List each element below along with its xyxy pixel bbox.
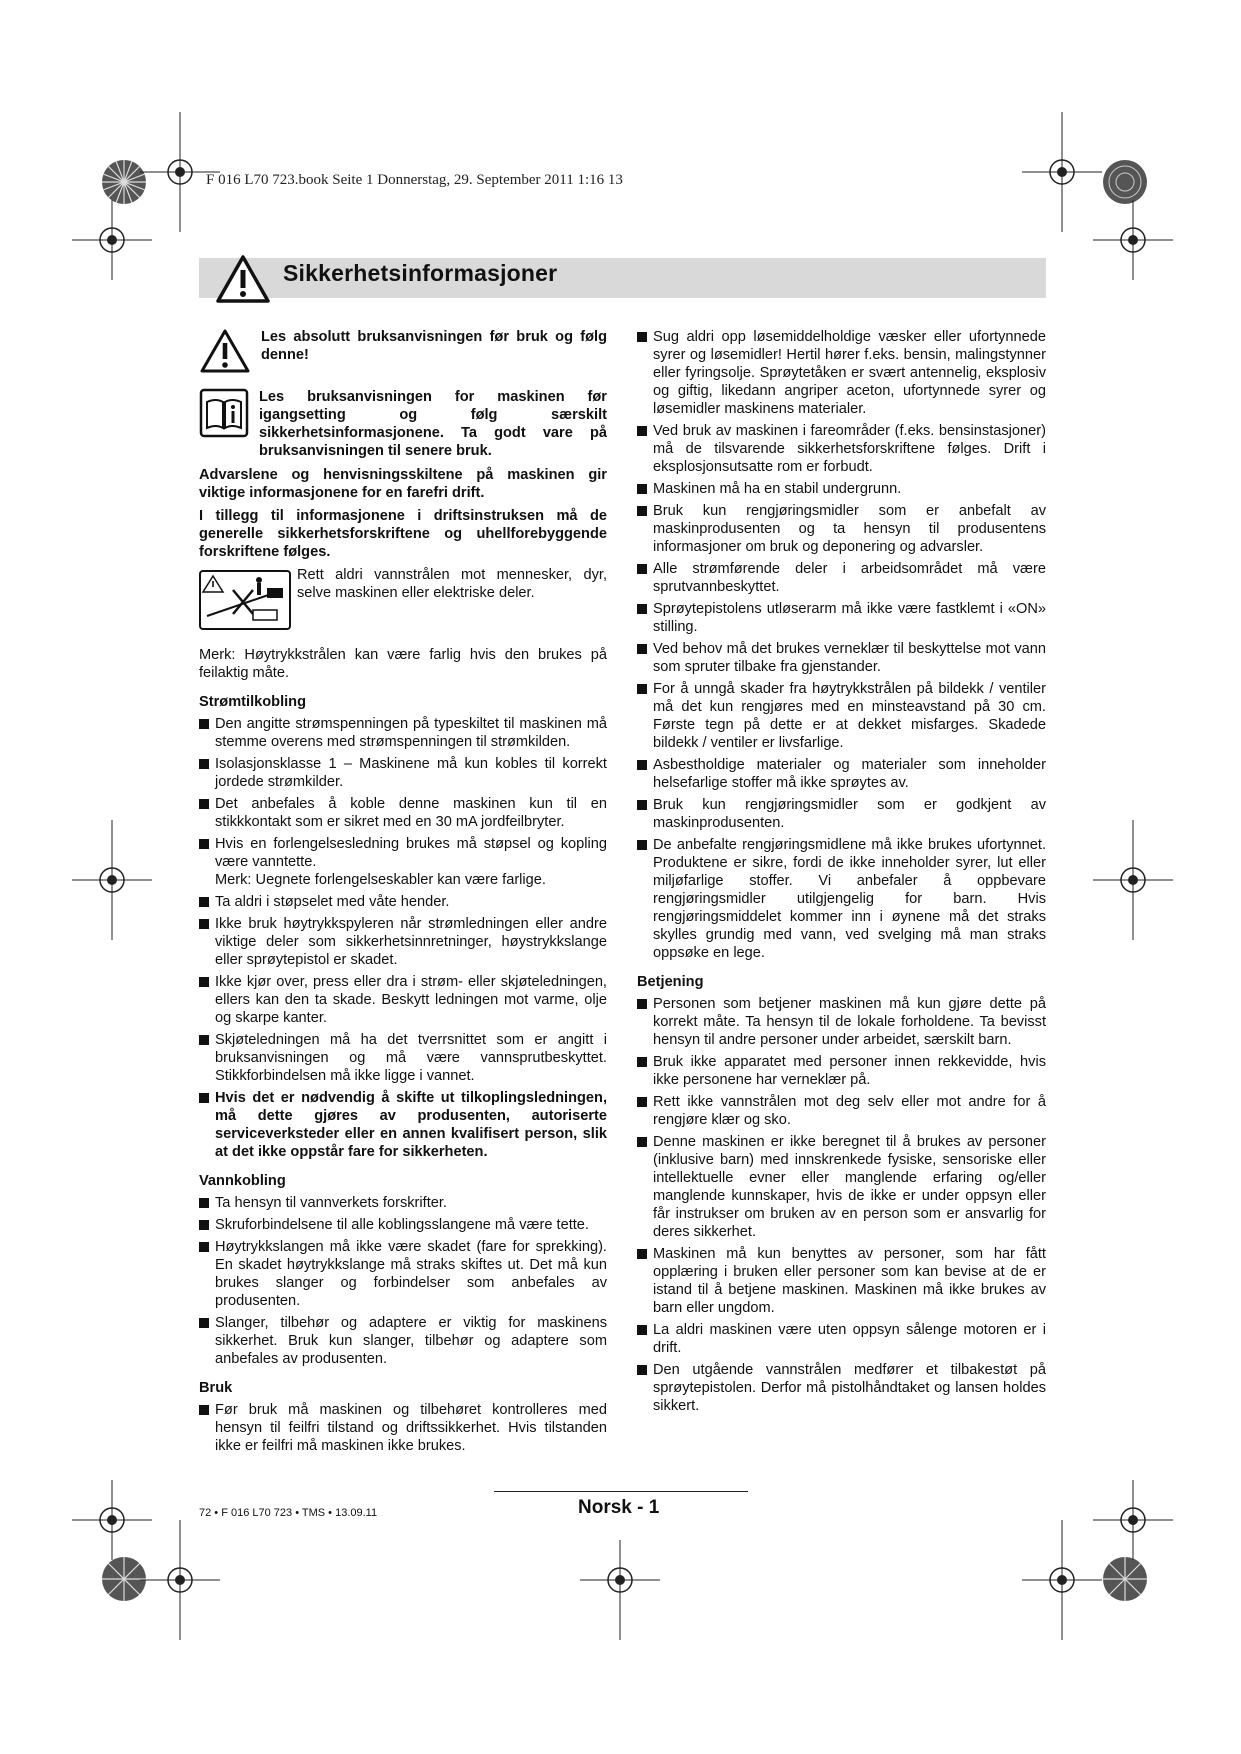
manual-note	[199, 388, 607, 460]
print-info: F 016 L70 723.book Seite 1 Donnerstag, 29. September 2011 1:16 13	[206, 172, 623, 188]
list-item: Asbestholdige materialer og materialer som inneholder helsefarlige stoffer må ikke sprøytes av.	[637, 756, 1046, 792]
list-item: Denne maskinen er ikke beregnet til å brukes av personer (inklusive barn) med innskrenkede fysiske, sensoriske eller intellektuelle evner eller manglende erfaring og/eller manglende kunnskaper, hvis de ikke er under oppsyn eller får instrukser om bruken av en person som er ansvarlig for deres sikkerhet.	[637, 1133, 1046, 1241]
section-heading-vannkobling: Vannkobling	[199, 1173, 286, 1189]
crop-mark-right-lower	[1093, 1480, 1173, 1560]
crop-mark-left-middle	[72, 820, 152, 940]
warning-triangle-icon	[215, 254, 271, 304]
manual-info-icon	[199, 388, 249, 438]
title-bar	[199, 258, 1046, 298]
footer-code: 72 • F 016 L70 723 • TMS • 13.09.11	[199, 1507, 378, 1519]
list-item: Den angitte strømspenningen på typeskiltet til maskinen må stemme overens med strømspenningen til strømkilden.	[199, 715, 607, 751]
list-item-text: Hvis en forlengelsesledning brukes må støpsel og kopling være vanntette.	[215, 836, 607, 870]
list-item: Før bruk må maskinen og tilbehøret kontrolleres med hensyn til feilfri tilstand og driftssikkerhet. Hvis tilstanden ikke er feilfri må maskinen ikke brukes.	[199, 1401, 607, 1455]
list-item	[199, 835, 607, 889]
list-stromtilkobling	[199, 715, 607, 1161]
list-item: Personen som betjener maskinen må kun gjøre dette på korrekt måte. Ta hensyn til de lokale forholdene. Ta bevisst hensyn til andre personer under arbeidet, særskilt barn.	[637, 995, 1046, 1049]
intro-paragraph-2: I tillegg til informasjonene i driftsinstruksen må de generelle sikkerhetsforskriftene og uhellforebyggende forskriftene følges.	[199, 508, 607, 560]
list-item: Skjøteledningen må ha det tverrsnittet som er angitt i bruksanvisningen og må være vannsprutbeskyttet. Stikkforbindelsen må ikke ligge i vannet.	[199, 1031, 607, 1085]
list-general	[637, 328, 1046, 962]
section-heading-stromtilkobling: Strømtilkobling	[199, 694, 307, 710]
list-item: Ved behov må det brukes verneklær til beskyttelse mot vann som spruter tilbake fra gjenstander.	[637, 640, 1046, 676]
crop-mark-bottom-center	[580, 1540, 660, 1640]
list-item-note: Merk: Uegnete forlengelseskabler kan være farlige.	[215, 872, 546, 888]
list-bruk	[199, 1401, 607, 1455]
list-item: Slanger, tilbehør og adaptere er viktig for maskinens sikkerhet. Bruk kun slanger, tilbehør og adaptere som anbefales av produsenten.	[199, 1314, 607, 1368]
manual-text: Les bruksanvisningen for maskinen før igangsetting og følg særskilt sikkerhetsinformasjonene. Ta godt vare på bruksanvisningen til senere bruk.	[259, 389, 607, 459]
list-item: Ta hensyn til vannverkets forskrifter.	[199, 1194, 607, 1212]
crop-mark-left-upper	[72, 200, 152, 280]
spray-text: Rett aldri vannstrålen mot mennesker, dyr, selve maskinen eller elektriske deler.	[297, 567, 607, 601]
list-item: Den utgående vannstrålen medfører et tilbakestøt på sprøytepistolen. Derfor må pistolhåndtaket og lansen holdes sikkert.	[637, 1361, 1046, 1415]
section-heading-betjening: Betjening	[637, 974, 704, 990]
crop-mark-top-right	[1022, 112, 1102, 232]
list-item: Ikke kjør over, press eller dra i strøm- eller skjøteledningen, ellers kan den ta skade. Beskytt ledningen mot varme, olje og skarpe kanter.	[199, 973, 607, 1027]
list-item: Bruk kun rengjøringsmidler som er godkjent av maskinprodusenten.	[637, 796, 1046, 832]
right-column	[637, 328, 1046, 1419]
list-item: Hvis det er nødvendig å skifte ut tilkoplingsledningen, må dette gjøres av produsenten, autoriserte serviceverksteder eller en annen kvalifisert person, slik at det ikke oppstår fare for sikkerheten.	[199, 1089, 607, 1161]
list-item: For å unngå skader fra høytrykkstrålen på bildekk / ventiler må det kun rengjøres med en minsteavstand på 30 cm. Første tegn på dette er at dekket misfarges. Skadede bildekk / ventiler er livsfarlige.	[637, 680, 1046, 752]
list-item: Skruforbindelsene til alle koblingsslangene må være tette.	[199, 1216, 607, 1234]
no-spray-people-icon	[199, 570, 291, 630]
list-vannkobling	[199, 1194, 607, 1368]
crop-mark-bottom-left	[140, 1520, 220, 1640]
footer-rule	[494, 1491, 748, 1492]
crop-mark-right-upper	[1093, 200, 1173, 280]
crop-mark-right-middle	[1093, 820, 1173, 940]
list-item: Ta aldri i støpselet med våte hender.	[199, 893, 607, 911]
list-item: Alle strømførende deler i arbeidsområdet må være sprutvannbeskyttet.	[637, 560, 1046, 596]
list-item: Ikke bruk høytrykkspyleren når strømledningen eller andre viktige deler som sikkerhetsinnretninger, høystrykkslange eller sprøytepistol er skadet.	[199, 915, 607, 969]
list-item: La aldri maskinen være uten oppsyn sålenge motoren er i drift.	[637, 1321, 1046, 1357]
page-number: Norsk - 1	[578, 1497, 660, 1518]
list-item: Høytrykkslangen må ikke være skadet (fare for sprekking). En skadet høytrykkslange må straks skiftes ut. Det må kun brukes slanger og forbindelser som anbefales av produsenten.	[199, 1238, 607, 1310]
list-item: De anbefalte rengjøringsmidlene må ikke brukes ufortynnet. Produktene er sikre, fordi de ikke inneholder syrer, lut eller miljøfarlige stoffer. Vi anbefaler å oppbevare rengjøringsmidler utilgjengelig for barn. Hvis rengjøringsmiddelet kommer inn i øynene må det straks skylles grundig med vann, ved svelging må man straks oppsøke en lege.	[637, 836, 1046, 962]
list-item: Rett ikke vannstrålen mot deg selv eller mot andre for å rengjøre klær og sko.	[637, 1093, 1046, 1129]
list-item: Bruk ikke apparatet med personer innen rekkevidde, hvis ikke personene har verneklær på.	[637, 1053, 1046, 1089]
warning-text: Les absolutt bruksanvisningen før bruk og følg denne!	[261, 329, 607, 363]
page-title: Sikkerhetsinformasjoner	[283, 260, 558, 286]
left-column	[199, 328, 607, 1459]
warning-note	[199, 328, 607, 374]
list-item: Sprøytepistolens utløserarm må ikke være fastklemt i «ON» stilling.	[637, 600, 1046, 636]
crop-mark-bottom-right	[1022, 1520, 1102, 1640]
warning-triangle-icon	[199, 328, 251, 374]
list-item: Maskinen må kun benyttes av personer, som har fått opplæring i bruken eller personer som kan bevise at de er istand til å betjene maskinen. Maskinen må ikke brukes av barn eller ungdom.	[637, 1245, 1046, 1317]
note-text: Merk: Høytrykkstrålen kan være farlig hvis den brukes på feilaktig måte.	[199, 647, 607, 681]
spray-warning	[199, 566, 607, 632]
list-item: Maskinen må ha en stabil undergrunn.	[637, 480, 1046, 498]
list-item: Isolasjonsklasse 1 – Maskinene må kun kobles til korrekt jordede strømkilder.	[199, 755, 607, 791]
intro-paragraph-1: Advarslene og henvisningsskiltene på maskinen gir viktige informasjonene for en farefri drift.	[199, 467, 607, 501]
list-item: Ved bruk av maskinen i fareområder (f.eks. bensinstasjoner) må de tilsvarende sikkerhetsforskriftene følges. Drift i eksplosjonsutsatte rom er forbudt.	[637, 422, 1046, 476]
section-heading-bruk: Bruk	[199, 1380, 233, 1396]
list-item: Bruk kun rengjøringsmidler som er anbefalt av maskinprodusenten og ta hensyn til produsentens informasjoner om bruk og deponering og advarsler.	[637, 502, 1046, 556]
list-betjening	[637, 995, 1046, 1415]
list-item: Sug aldri opp løsemiddelholdige væsker eller ufortynnede syrer og løsemidler! Hertil hører f.eks. bensin, malingstynner eller fyringsolje. Sprøytetåken er svært antennelig, eksplosiv og giftig, likedann angriper aceton, ufortynnede syrer og løsemidler maskinens materialer.	[637, 328, 1046, 418]
list-item: Det anbefales å koble denne maskinen kun til en stikkkontakt som er sikret med en 30 mA jordfeilbryter.	[199, 795, 607, 831]
